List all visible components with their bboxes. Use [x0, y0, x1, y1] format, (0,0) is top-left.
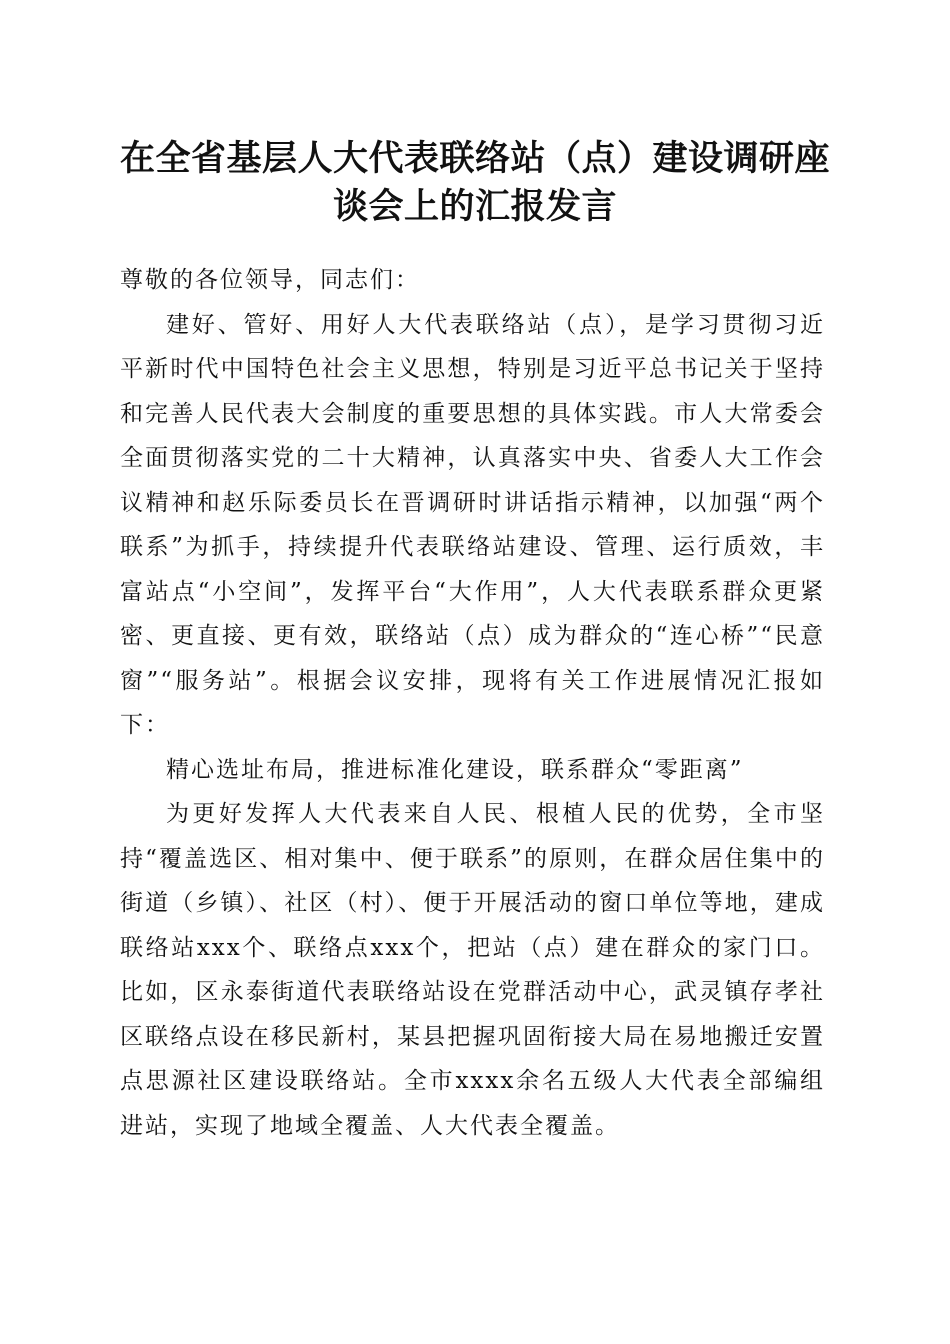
- paragraph-site-layout: 为更好发挥人大代表来自人民、根植人民的优势，全市坚持“覆盖选区、相对集中、便于联系”的原则，在群众居住集中的街道（乡镇）、社区（村）、便于开展活动的窗口单位等地，建成联络站xxx个、联络点xxx个，把站（点）建在群众的家门口。比如，区永泰街道代表联络站设在党群活动中心，武灵镇存孝社区联络点设在移民新村，某县把握巩固衔接大局在易地搬迁安置点思源社区建设联络站。全市xxxx余名五级人大代表全部编组进站，实现了地域全覆盖、人大代表全覆盖。: [120, 801, 825, 1139]
- title-line-1: 在全省基层人大代表联络站（点）建设调研座: [119, 138, 830, 179]
- paragraph-introduction: 建好、管好、用好人大代表联络站（点），是学习贯彻习近平新时代中国特色社会主义思想，特别是习近平总书记关于坚持和完善人民代表大会制度的重要思想的具体实践。市人大常委会全面贯彻落实党的二十大精神，认真落实中央、省委人大工作会议精神和赵乐际委员长在晋调研时讲话指示精神，以加强“两个联系”为抓手，持续提升代表联络站建设、管理、运行质效，丰富站点“小空间”，发挥平台“大作用”，人大代表联系群众更紧密、更直接、更有效，联络站（点）成为群众的“连心桥”“民意窗”“服务站”。根据会议安排，现将有关工作进展情况汇报如下：: [120, 311, 825, 738]
- section-heading: 精心选址布局，推进标准化建设，联系群众“零距离”: [166, 756, 744, 783]
- document-body: [120, 258, 825, 1148]
- title-line-2: 谈会上的汇报发言: [332, 186, 617, 227]
- document-title: [110, 135, 840, 231]
- salutation: 尊敬的各位领导，同志们：: [120, 267, 420, 293]
